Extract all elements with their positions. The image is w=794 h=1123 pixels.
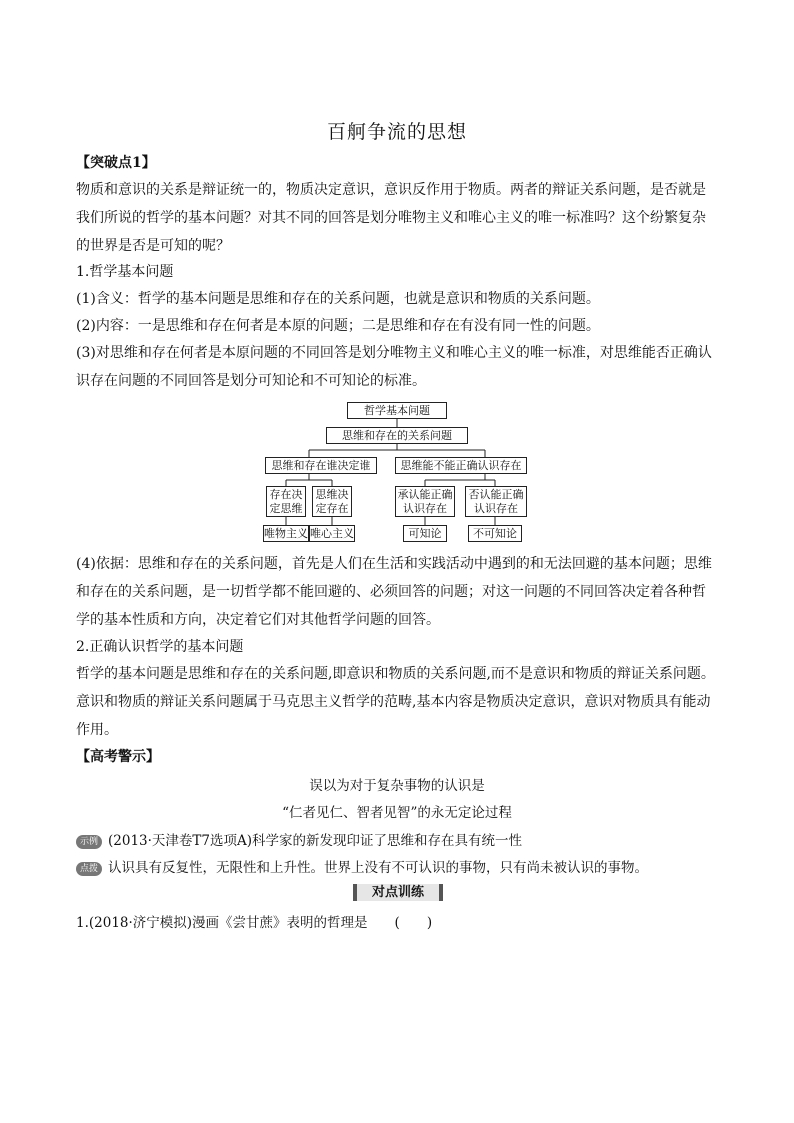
diagram-root-box: 哲学基本问题 [347, 402, 447, 419]
diagram-deny-knowable-box: 否认能正确 认识存在 [465, 486, 527, 517]
warning-line-1: 误以为对于复杂事物的认识是 [309, 778, 485, 794]
paragraph-criteria: (3)对思维和存在何者是本原问题的不同回答是划分唯物主义和唯心主义的唯一标准，对思维能否正确认识存在问题的不同回答是划分可知论和不可知论的标准。 [76, 345, 712, 389]
example-row [76, 829, 522, 849]
warning-line-2: “仁者见仁、智者见智”的永无定论过程 [282, 805, 512, 821]
example-tag: 示例 [76, 835, 102, 849]
diagram-right-box: 思维能不能正确认识存在 [395, 457, 527, 474]
diagram-knowable-box: 可知论 [403, 525, 447, 542]
intro-paragraph: 物质和意识的关系是辩证统一的，物质决定意识，意识反作用于物质。两者的辩证关系问题，是否就是我们所说的哲学的基本问题？对其不同的回答是划分唯物主义和唯心主义的唯一标准吗？这个纷繁复杂的世界是否是可知的呢？ [76, 182, 706, 254]
heading-correct-understanding: 2.正确认识哲学的基本问题 [76, 639, 244, 655]
note-text: 认识具有反复性，无限性和上升性。世界上没有不可认识的事物，只有尚未被认识的事物。 [108, 860, 649, 876]
diagram-level2-box: 思维和存在的关系问题 [326, 427, 468, 444]
note-tag: 点拨 [76, 862, 102, 876]
paragraph-content: (2)内容：一是思维和存在何者是本原的问题；二是思维和存在有没有同一性的问题。 [76, 318, 600, 334]
paragraph-correct-understanding: 哲学的基本问题是思维和存在的关系问题,即意识和物质的关系问题,而不是意识和物质的辩证关系问题。意识和物质的辩证关系问题属于马克思主义哲学的范畴,基本内容是物质决定意识，意识对物质具有能动作用。 [76, 666, 715, 738]
section-label-warning: 【高考警示】 [76, 749, 160, 765]
diagram-left-box: 思维和存在谁决定谁 [265, 457, 377, 474]
paragraph-basis: (4)依据：思维和存在的关系问题，首先是人们在生活和实践活动中遇到的和无法回避的基本问题；思维和存在的关系问题，是一切哲学都不能回避的、必须回答的问题；对这一问题的不同回答决定着各种哲学的基本性质和方向，决定着它们对其他哲学问题的回答。 [76, 556, 712, 628]
paragraph-meaning: (1)含义：哲学的基本问题是思维和存在的关系问题，也就是意识和物质的关系问题。 [76, 291, 600, 307]
note-row [76, 856, 648, 876]
training-banner: 对点训练 [353, 884, 443, 901]
diagram-unknowable-box: 不可知论 [468, 525, 522, 542]
heading-basic-question: 1.哲学基本问题 [76, 264, 174, 280]
diagram-matter-determines-box: 存在决 定思维 [266, 486, 306, 517]
page-title: 百舸争流的思想 [326, 121, 467, 143]
diagram-admit-knowable-box: 承认能正确 认识存在 [395, 486, 455, 517]
philosophy-question-diagram [262, 400, 532, 546]
diagram-materialism-box: 唯物主义 [263, 525, 309, 542]
question-1: 1.(2018·济宁模拟)漫画《尝甘蔗》表明的哲理是 ( ) [76, 915, 433, 931]
diagram-thought-determines-box: 思维决 定存在 [312, 486, 352, 517]
section-label-breakthrough: 【突破点1】 [76, 155, 156, 171]
example-text: (2013·天津卷T7选项A)科学家的新发现印证了思维和存在具有统一性 [108, 833, 523, 849]
diagram-idealism-box: 唯心主义 [309, 525, 355, 542]
